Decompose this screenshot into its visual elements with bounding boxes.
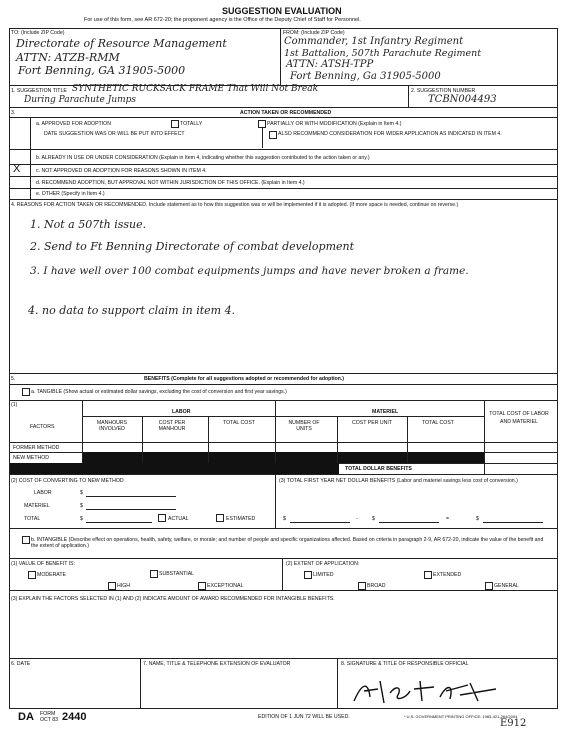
suggestion-number: TCBN004493	[428, 94, 497, 105]
item3-e-label: e. OTHER (Specify in Item 4.)	[36, 191, 105, 197]
conv-labor-label: LABOR	[34, 490, 52, 496]
high-checkbox[interactable]	[108, 582, 116, 590]
totally-checkbox[interactable]	[171, 120, 179, 128]
from-line-2: 1st Battalion, 507th Parachute Regiment	[284, 48, 482, 59]
benefits-header: BENEFITS (Complete for all suggestions adopted or recommended for adoption.)	[144, 376, 345, 382]
to-line-1: Directorate of Resource Management	[16, 37, 227, 50]
col-cost-per-unit: COST PER UNIT	[352, 420, 392, 426]
conv-labor-dollar: $	[80, 490, 83, 496]
extended-checkbox[interactable]	[424, 571, 432, 579]
first-year-dollar-2: $	[372, 516, 375, 522]
footer-stamp: E912	[500, 718, 527, 729]
extended-label: EXTENDED	[433, 572, 462, 578]
conv-materiel-dollar: $	[80, 503, 83, 509]
to-line-2: ATTN: ATZB-RMM	[16, 51, 120, 64]
item4-label: 4. REASONS FOR ACTION TAKEN OR RECOMMENDED. Include statement as to how this suggestion was or will be implemented if it is adopted. (If more space is needed, continue on reverse.)	[11, 202, 459, 208]
item3-d-label: d. RECOMMEND ADOPTION, BUT APPROVAL NOT WITHIN JURISDICTION OF THIS OFFICE. (Explain in Item 4.)	[36, 180, 305, 186]
exceptional-checkbox[interactable]	[198, 582, 206, 590]
footer-form: FORM	[40, 711, 56, 717]
to-line-3: Fort Benning, GA 31905-5000	[18, 64, 186, 77]
item3-c-label: c. NOT APPROVED OR ADOPTION FOR REASONS SHOWN IN ITEM 4.	[36, 168, 207, 174]
col-number-units: NUMBER OF UNITS	[288, 420, 320, 432]
footer-number: 2440	[62, 711, 87, 723]
general-label: GENERAL	[494, 583, 519, 589]
intangible-checkbox[interactable]	[22, 536, 30, 544]
value-benefit-label: (1) VALUE OF BENEFIT IS:	[11, 561, 76, 567]
limited-label: LIMITED	[313, 572, 334, 578]
substantial-label: SUBSTANTIAL	[159, 571, 195, 577]
exceptional-label: EXCEPTIONAL	[207, 583, 244, 589]
also-recommend-checkbox[interactable]	[269, 131, 277, 139]
total-row-shaded	[9, 463, 339, 474]
conv-materiel-label: MATERIEL	[24, 503, 50, 509]
from-line-3: ATTN: ATSH-TPP	[286, 59, 374, 70]
intangible-label: b. INTANGIBLE (Describe effect on operations, health, safety, welfare, or morale; and number of people and specific organizations affected. Based on criteria in paragraph 2-9, AR 672-20, indicate the value of the benefit and the extent of application.)	[31, 537, 544, 549]
estimated-checkbox[interactable]	[216, 514, 224, 522]
conv-total-dollar: $	[80, 516, 83, 522]
labor-header: LABOR	[172, 409, 191, 415]
conv-cost-label: (2) COST OF CONVERTING TO NEW METHOD	[11, 478, 124, 484]
col-manhours: MANHOURS INVOLVED	[96, 420, 128, 432]
equals-sign: =	[446, 516, 450, 522]
actual-label: ACTUAL	[168, 516, 189, 522]
reason-line-1: 1. Not a 507th issue.	[30, 218, 147, 231]
partially-label: PARTIALLY OR WITH MODIFICATION (Explain in Item 4.)	[267, 121, 402, 127]
explain-label: (3) EXPLAIN THE FACTORS SELECTED IN (1) AND (2) INDICATE AMOUNT OF AWARD RECOMMENDED FOR INTANGIBLE BENEFITS.	[11, 596, 335, 602]
form-title: SUGGESTION EVALUATION	[222, 6, 342, 16]
col-cost-per-manhour: COST PER MANHOUR	[158, 420, 186, 432]
col-total-cost-2: TOTAL COST	[422, 420, 454, 426]
item2-label: 2. SUGGESTION NUMBER	[411, 88, 476, 94]
minus-sign: -	[356, 516, 358, 522]
footer-edition: EDITION OF 1 JUN 72 WILL BE USED.	[258, 714, 350, 720]
first-year-dollar-1: $	[283, 516, 286, 522]
footer-da: DA	[18, 711, 34, 723]
total-dollar-benefits-label: TOTAL DOLLAR BENEFITS	[345, 466, 412, 472]
suggestion-title-line-2: During Parachute Jumps	[24, 95, 137, 105]
totally-label: TOTALLY	[180, 121, 203, 127]
also-recommend-label: ALSO RECOMMEND CONSIDERATION FOR WIDER APPLICATION AS INDICATED IN ITEM 4.	[278, 131, 502, 137]
actual-checkbox[interactable]	[158, 514, 166, 522]
item3-c-mark: X	[13, 163, 21, 175]
broad-label: BROAD	[367, 583, 386, 589]
form-right-border	[557, 28, 558, 708]
suggestion-title-line-1: SYNTHETIC RUCKSACK FRAME That Will Not Break	[72, 84, 319, 94]
table-num: (1)	[11, 402, 18, 408]
item8-signature-label: 8. SIGNATURE & TITLE OF RESPONSIBLE OFFICIAL	[341, 661, 469, 667]
first-year-dollar-3: $	[476, 516, 479, 522]
substantial-checkbox[interactable]	[150, 570, 158, 578]
item7-evaluator-label: 7. NAME, TITLE & TELEPHONE EXTENSION OF EVALUATOR	[143, 661, 291, 667]
col-factors: FACTORS	[30, 424, 55, 430]
item1-label: 1. SUGGESTION TITLE	[11, 88, 67, 94]
item6-date-label: 6. DATE	[11, 661, 31, 667]
broad-checkbox[interactable]	[358, 582, 366, 590]
to-label: TO: (Include ZIP Code)	[11, 30, 65, 36]
form-top-border	[9, 28, 558, 29]
materiel-header: MATERIEL	[372, 409, 399, 415]
reason-line-3: 3. I have well over 100 combat equipments jumps and have never broken a frame.	[30, 265, 469, 277]
tangible-checkbox[interactable]	[22, 388, 30, 396]
first-year-label: (3) TOTAL FIRST YEAR NET DOLLAR BENEFITS (Labor and materiel savings less cost of conversion.)	[279, 478, 518, 484]
limited-checkbox[interactable]	[304, 571, 312, 579]
item3-num: 3.	[11, 110, 16, 116]
date-effect-label: DATE SUGGESTION WAS OR WILL BE PUT INTO EFFECT	[44, 131, 185, 137]
item3-b-label: b. ALREADY IN USE OR UNDER CONSIDERATION (Explain in Item 4, indicating whether this suggestion contributed to the action taken or any.)	[36, 155, 370, 161]
col-total-cost: TOTAL COST	[223, 420, 255, 426]
reason-line-4: 4. no data to support claim in item 4.	[28, 304, 236, 317]
footer-gpo: * U.S. GOVERNMENT PRINTING OFFICE: 1983-421-264/2004	[404, 714, 518, 719]
from-line-1: Commander, 1st Infantry Regiment	[284, 36, 464, 47]
form-left-border	[9, 28, 10, 708]
col-total-labor-materiel: TOTAL COST OF LABOR AND MATERIEL	[489, 411, 549, 425]
item3-header: ACTION TAKEN OR RECOMMENDED	[240, 110, 332, 116]
estimated-label: ESTIMATED	[226, 516, 256, 522]
moderate-checkbox[interactable]	[28, 571, 36, 579]
from-line-4: Fort Benning, Ga 31905-5000	[290, 71, 441, 82]
item3-a-label: a. APPROVED FOR ADOPTION	[36, 121, 111, 127]
former-method-label: FORMER METHOD	[13, 445, 60, 451]
high-label: HIGH	[117, 583, 130, 589]
moderate-label: MODERATE	[37, 572, 67, 578]
reason-line-2: 2. Send to Ft Benning Directorate of combat development	[30, 240, 355, 253]
to-from-divider	[280, 28, 281, 85]
form-subtitle: For use of this form, see AR 672-20; the proponent agency is the Office of the Deputy Chief of Staff for Personnel.	[84, 17, 361, 23]
footer-date: OCT 83	[40, 717, 59, 723]
general-checkbox[interactable]	[485, 582, 493, 590]
conv-total-label: TOTAL	[24, 516, 41, 522]
partially-checkbox[interactable]	[258, 120, 266, 128]
tangible-label: a. TANGIBLE (Show actual or estimated dollar savings, excluding the cost of conversion and first year savings.)	[31, 389, 287, 395]
item5-label: 5.	[11, 376, 16, 382]
new-method-label: NEW METHOD	[13, 455, 50, 461]
from-label: FROM: (Include ZIP Code)	[283, 30, 345, 36]
extent-label: (2) EXTENT OF APPLICATION:	[286, 561, 360, 567]
signature-scribble	[350, 675, 500, 707]
